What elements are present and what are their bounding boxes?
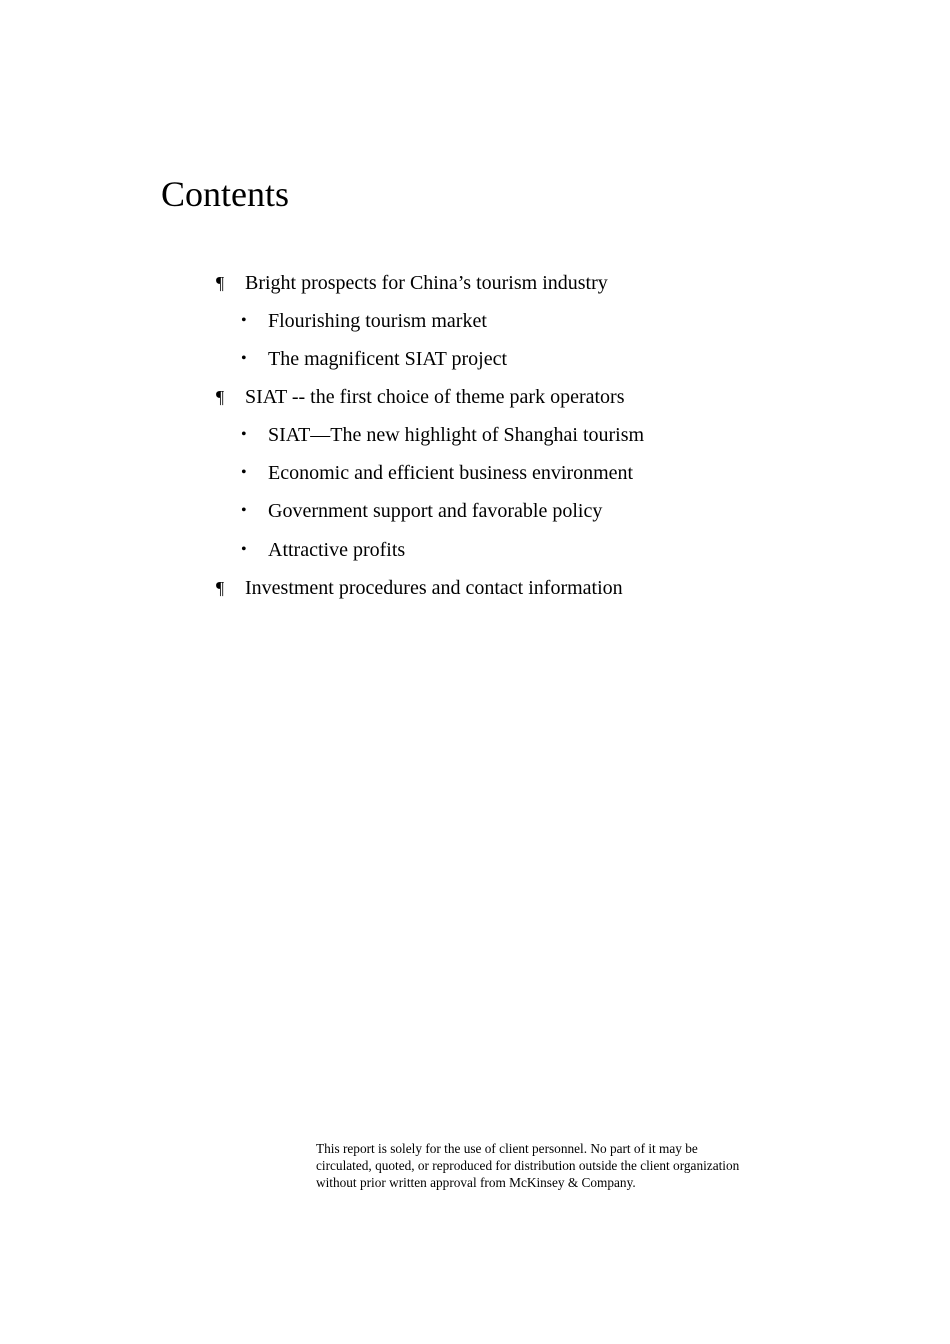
page-title: Contents [161, 174, 290, 214]
toc-section-label: Investment procedures and contact information [245, 577, 623, 599]
toc-subitem-label: Government support and favorable policy [268, 500, 603, 522]
bullet-icon: • [241, 312, 247, 329]
toc-subitem-label: Attractive profits [268, 539, 406, 561]
toc-section-label: Bright prospects for China’s tourism industry [245, 272, 608, 294]
toc-subitem-label: Flourishing tourism market [268, 310, 487, 332]
pilcrow-icon: ¶ [216, 578, 225, 598]
toc-subitem-label: SIAT—The new highlight of Shanghai tourism [268, 424, 645, 446]
pilcrow-icon: ¶ [216, 273, 225, 293]
bullet-icon: • [241, 464, 247, 481]
toc-subitem-label: The magnificent SIAT project [268, 348, 508, 370]
pilcrow-icon: ¶ [216, 387, 225, 407]
bullet-icon: • [241, 502, 247, 519]
toc-section-label: SIAT -- the first choice of theme park operators [245, 386, 625, 408]
bullet-icon: • [241, 350, 247, 367]
toc-subitem-label: Economic and efficient business environment [268, 462, 634, 484]
bullet-icon: • [241, 541, 247, 558]
confidentiality-disclaimer: This report is solely for the use of client personnel. No part of it may be circulated, quoted, or reproduced for distribution outside the client organization without prior written approval from McKinsey & Company. [316, 1141, 740, 1190]
bullet-icon: • [241, 426, 247, 443]
